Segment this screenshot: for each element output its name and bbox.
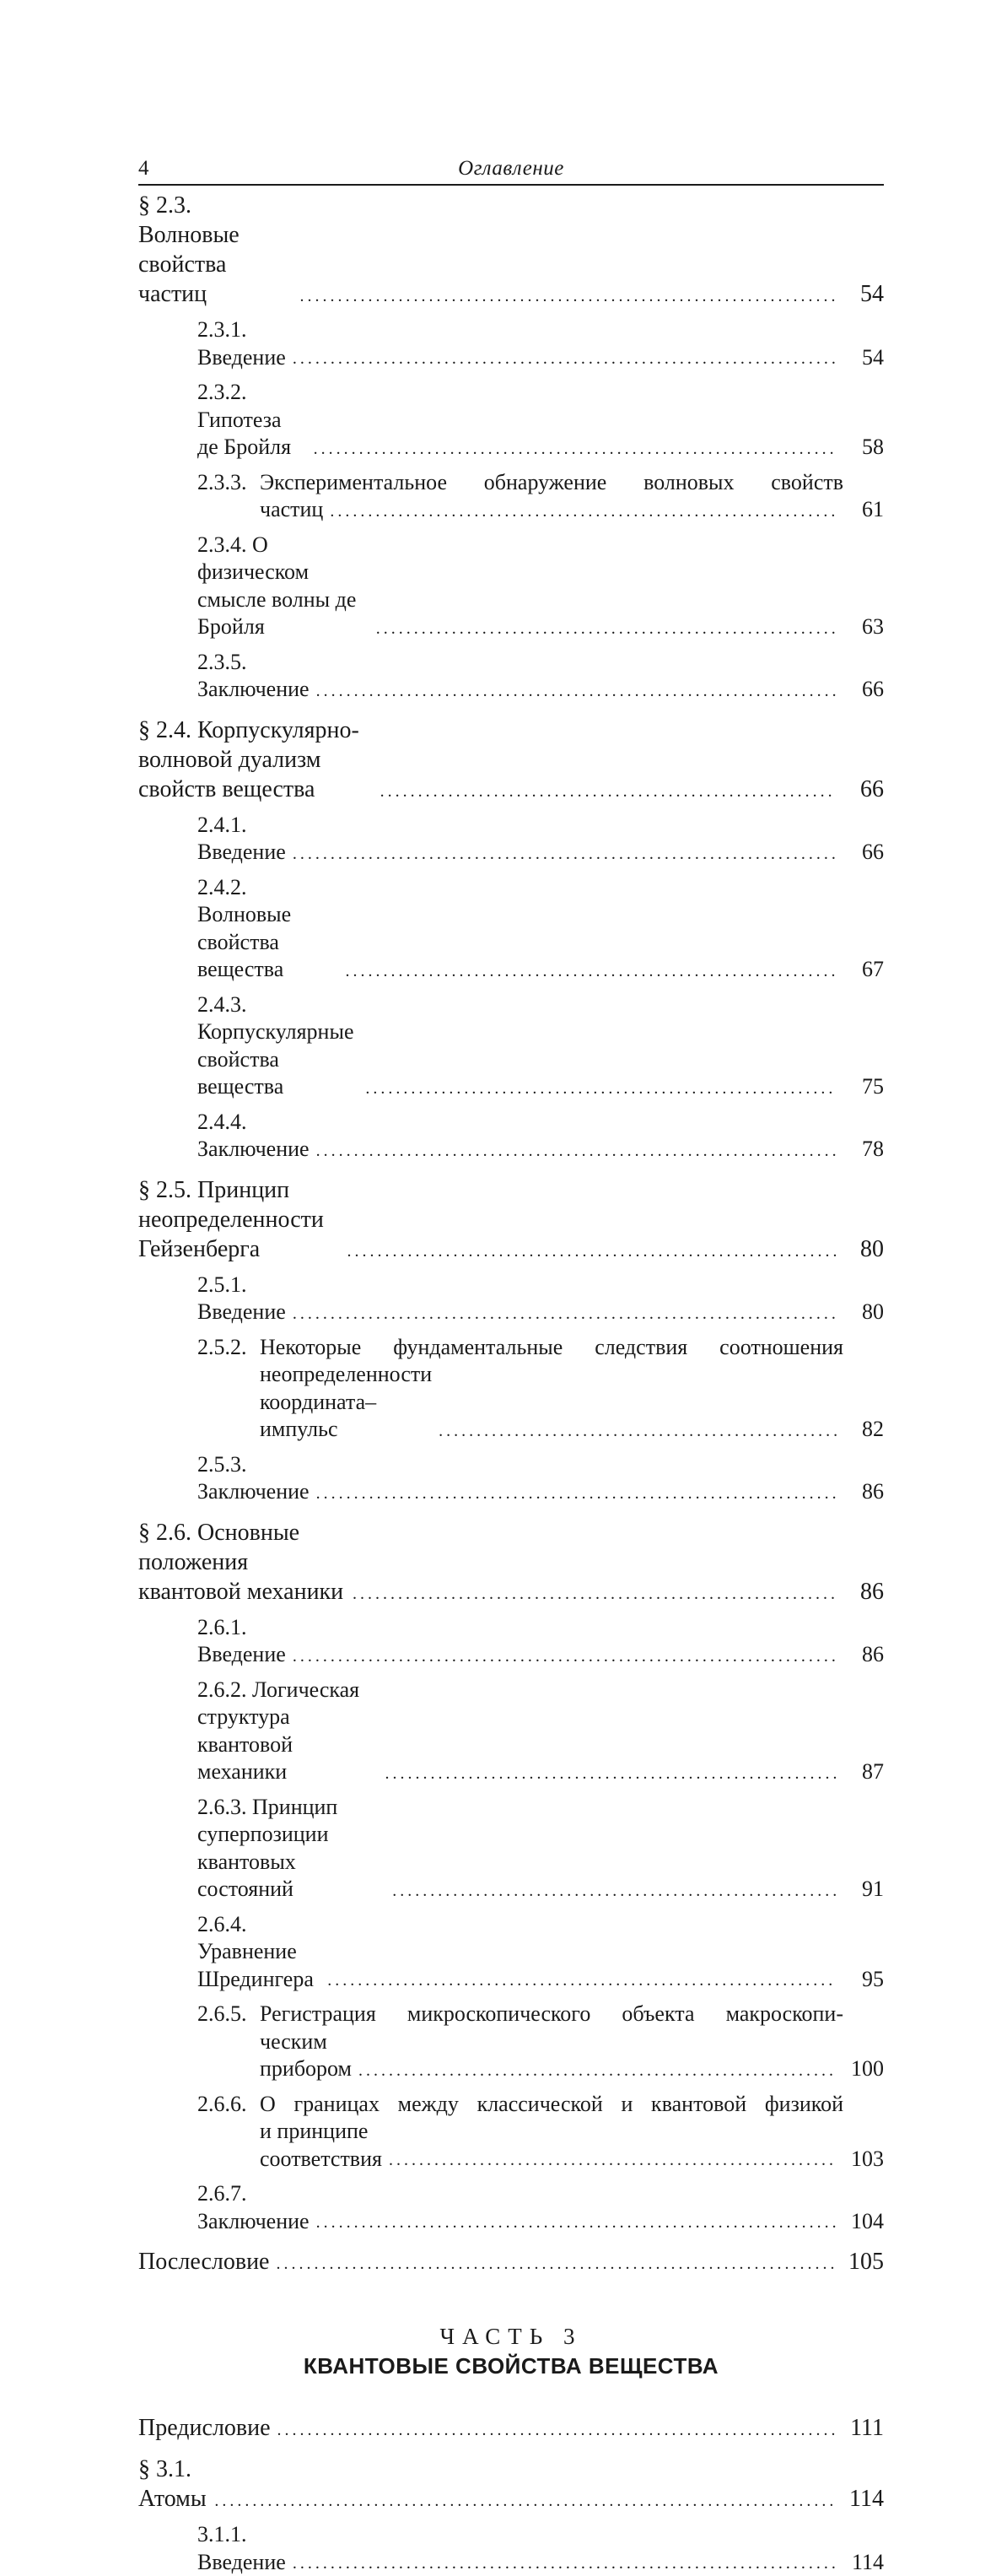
toc-section-entry[interactable] [138,1175,884,1264]
dot-leader [316,678,837,704]
toc-entry-title: Введение [197,840,286,864]
toc-entry[interactable] [138,1451,884,1506]
toc-entry-title: О физическом смысле волны де Бройля [197,532,356,640]
toc-entry-label [197,1794,385,1904]
toc-entry-title: Атомы [138,2486,207,2512]
toc-entry-title: Введение [197,2550,286,2574]
dot-leader [316,1481,837,1506]
toc-page-number: 91 [843,1876,884,1904]
dot-leader [347,1239,837,1264]
toc-entry-title: Логическая структура квантовой механики [197,1677,359,1785]
toc-entry[interactable] [138,379,884,462]
dot-leader [392,1878,837,1904]
toc-entry-line [197,469,884,497]
toc-entry-title-cont: неопределенности координата–импульс [260,1361,432,1444]
toc-entry-number: § 3.1. [138,2456,191,2482]
toc-page-number: 104 [843,2208,884,2236]
toc-entry-number: § 2.5. [138,1177,191,1203]
toc-entry-title: Экспериментальное обнаружение волновых свойств [260,469,884,497]
dot-leader [293,1301,837,1326]
toc-page-number: 58 [843,434,884,462]
toc-entry-label [138,191,293,309]
toc-entry[interactable] [138,1334,884,1444]
toc-entry-title: Введение [197,1299,286,1324]
toc-entry-number: 2.4.4. [197,1110,247,1134]
toc-section-entry[interactable] [138,716,884,804]
toc-entry-title-cont: частиц [260,496,323,524]
toc-entry-label [197,1677,378,1786]
toc-entry-number: 2.4.2. [197,875,247,899]
toc-section-entry[interactable] [138,191,884,309]
toc-entry-number: 2.5.2. [197,1334,260,1362]
toc-entry-title: Введение [197,345,286,370]
toc-entry-number: 2.3.2. [197,380,247,404]
toc-entry-label [197,2180,310,2235]
toc-entry-number: 2.5.1. [197,1272,247,1297]
toc-entry-number: 2.3.3. [197,469,260,497]
dot-leader [439,1418,837,1444]
toc-entry-title: Предисловие [138,2415,271,2441]
toc-page-number: 66 [843,839,884,867]
toc-entry-title: Регистрация микроскопического объекта макроскопи- [260,2001,884,2028]
toc-page-number: 82 [843,1416,884,1444]
dot-leader [358,2058,837,2083]
table-of-contents-part3 [138,2413,884,2576]
toc-page-number: 75 [843,1073,884,1101]
toc-entry-title: Послесловие [138,2249,269,2275]
toc-page-number: 54 [843,344,884,372]
toc-entry[interactable] [138,812,884,867]
toc-entry[interactable] [138,469,884,524]
toc-page-number: 61 [843,496,884,524]
part-heading [138,2324,884,2379]
toc-entry-number: 2.6.2. [197,1677,247,1702]
toc-entry-label [197,1109,310,1164]
toc-page-number: 86 [843,1577,884,1607]
toc-entry-label [138,1518,346,1607]
running-header [138,157,884,186]
toc-entry-title: О границах между классической и квантовой физикой [260,2091,884,2119]
table-of-contents [138,191,884,2276]
toc-entry-label [197,1911,320,1994]
toc-entry[interactable] [138,1614,884,1669]
toc-entry[interactable] [138,316,884,371]
toc-section-entry[interactable] [138,1518,884,1607]
toc-entry[interactable] [138,1911,884,1994]
toc-page-number: 103 [843,2146,884,2174]
toc-entry-number: 2.3.1. [197,317,247,342]
toc-page-number: 87 [843,1758,884,1786]
toc-entry-label [138,2454,207,2514]
toc-entry-title: Основные положения квантовой механики [138,1520,343,1605]
toc-entry-title: Заключение [197,1137,310,1161]
toc-page-number: 100 [843,2055,884,2083]
dot-leader [327,1968,837,1993]
toc-page-number: 105 [843,2247,884,2276]
toc-entry-line [197,2091,884,2119]
dot-leader [293,1644,837,1669]
dot-leader [330,499,837,524]
toc-page-number: 80 [843,1299,884,1326]
toc-entry[interactable] [138,2180,884,2235]
dot-leader [293,2551,837,2576]
toc-entry-number: 2.3.5. [197,650,247,674]
toc-entry-number: 2.6.5. [197,2001,260,2028]
toc-entry-title: Волновые свойства вещества [197,902,291,981]
toc-entry[interactable] [138,2091,884,2174]
toc-entry-line [197,2118,884,2173]
dot-leader [293,346,837,371]
dot-leader [365,1076,837,1101]
toc-page-number: 95 [843,1966,884,1994]
toc-entry[interactable] [138,874,884,984]
toc-entry-number: 2.6.6. [197,2091,260,2119]
toc-entry[interactable] [138,2521,884,2576]
toc-entry-label [197,379,307,462]
toc-entry-label [197,649,310,704]
toc-entry-number: 2.4.1. [197,813,247,837]
dot-leader [300,284,837,309]
toc-entry-number: 2.6.3. [197,1795,247,1819]
toc-entry-number: § 2.4. [138,717,191,743]
toc-entry-line [197,1334,884,1362]
toc-entry-label [197,812,286,867]
toc-entry-label [197,316,286,371]
toc-entry-number: 2.4.3. [197,992,247,1017]
toc-entry-title: Заключение [197,2209,310,2233]
toc-page-number: 66 [843,676,884,704]
toc-entry-label [138,2247,269,2276]
toc-page-number: 114 [843,2549,884,2576]
toc-page-number: 111 [843,2413,884,2443]
dot-leader [276,2251,837,2276]
toc-page-number: 80 [843,1234,884,1264]
toc-page-number: 86 [843,1641,884,1669]
toc-entry[interactable] [138,2247,884,2276]
toc-page-number: 86 [843,1478,884,1506]
toc-entry[interactable] [138,2413,884,2443]
toc-entry-title: Корпускулярные свойства вещества [197,1019,353,1099]
part-number: ЧАСТЬ 3 [138,2324,884,2350]
dot-leader [346,959,837,984]
toc-entry[interactable] [138,1109,884,1164]
toc-page-number: 66 [843,775,884,804]
toc-entry[interactable] [138,2001,884,2083]
toc-entry-title: Гипотеза де Бройля [197,408,291,460]
dot-leader [385,1761,837,1786]
toc-entry-title-cont: ческим прибором [260,2028,352,2083]
toc-entry-title: Введение [197,1642,286,1666]
toc-entry[interactable] [138,991,884,1101]
toc-entry-number: 2.6.1. [197,1615,247,1639]
toc-entry[interactable] [138,1794,884,1904]
toc-entry-line [197,496,884,524]
dot-leader [277,2417,837,2443]
toc-entry-title: Заключение [197,1479,310,1504]
toc-entry-label [197,874,339,984]
toc-entry-label [197,991,358,1101]
toc-page-number: 67 [843,956,884,984]
toc-entry-title: Волновые свойства частиц [138,222,240,307]
dot-leader [293,841,837,867]
dot-leader [316,1138,837,1164]
toc-entry-label [197,1451,310,1506]
dot-leader [214,2488,837,2514]
toc-entry[interactable] [138,532,884,641]
toc-entry-label [197,1614,286,1669]
toc-entry-number: 2.6.4. [197,1912,247,1936]
toc-entry-title: Принцип неопределенности Гейзенберга [138,1177,324,1262]
toc-entry-label [197,2521,286,2576]
dot-leader [376,616,837,641]
dot-leader [314,436,837,462]
dot-leader [380,779,837,804]
toc-entry-label [138,716,374,804]
toc-entry-title-cont: и принципе соответствия [260,2118,382,2173]
toc-entry-number: § 2.6. [138,1520,191,1546]
toc-entry-number: 2.5.3. [197,1452,247,1477]
toc-entry[interactable] [138,1272,884,1326]
book-page [138,157,884,2576]
toc-entry-number: 2.6.7. [197,2181,247,2206]
page-number: 4 [138,157,149,181]
toc-entry[interactable] [138,1677,884,1786]
toc-page-number: 78 [843,1136,884,1164]
toc-entry-line [197,2028,884,2083]
toc-page-number: 63 [843,613,884,641]
toc-entry-line [197,1361,884,1444]
toc-entry-title: Заключение [197,677,310,701]
toc-entry-number: 3.1.1. [197,2522,247,2546]
toc-entry-title: Уравнение Шредингера [197,1939,314,1991]
toc-entry-label [197,1272,286,1326]
toc-page-number: 114 [843,2484,884,2514]
part-title: КВАНТОВЫЕ СВОЙСТВА ВЕЩЕСТВА [138,2353,884,2379]
toc-entry-label [197,532,369,641]
toc-entry-label [138,1175,341,1264]
toc-entry-number: § 2.3. [138,192,191,219]
toc-page-number: 54 [843,279,884,309]
toc-entry-title: Принцип суперпозиции квантовых состояний [197,1795,337,1902]
toc-entry[interactable] [138,649,884,704]
toc-entry-title: Корпускулярно-волновой дуализм свойств вещества [138,717,359,802]
dot-leader [353,1581,837,1607]
toc-entry-line [197,2001,884,2028]
dot-leader [389,2147,837,2173]
toc-section-entry[interactable] [138,2454,884,2514]
dot-leader [316,2210,837,2235]
toc-entry-number: 2.3.4. [197,532,247,557]
toc-entry-title: Некоторые фундаментальные следствия соотношения [260,1334,884,1362]
running-title: Оглавление [138,157,884,181]
toc-entry-label [138,2413,271,2443]
